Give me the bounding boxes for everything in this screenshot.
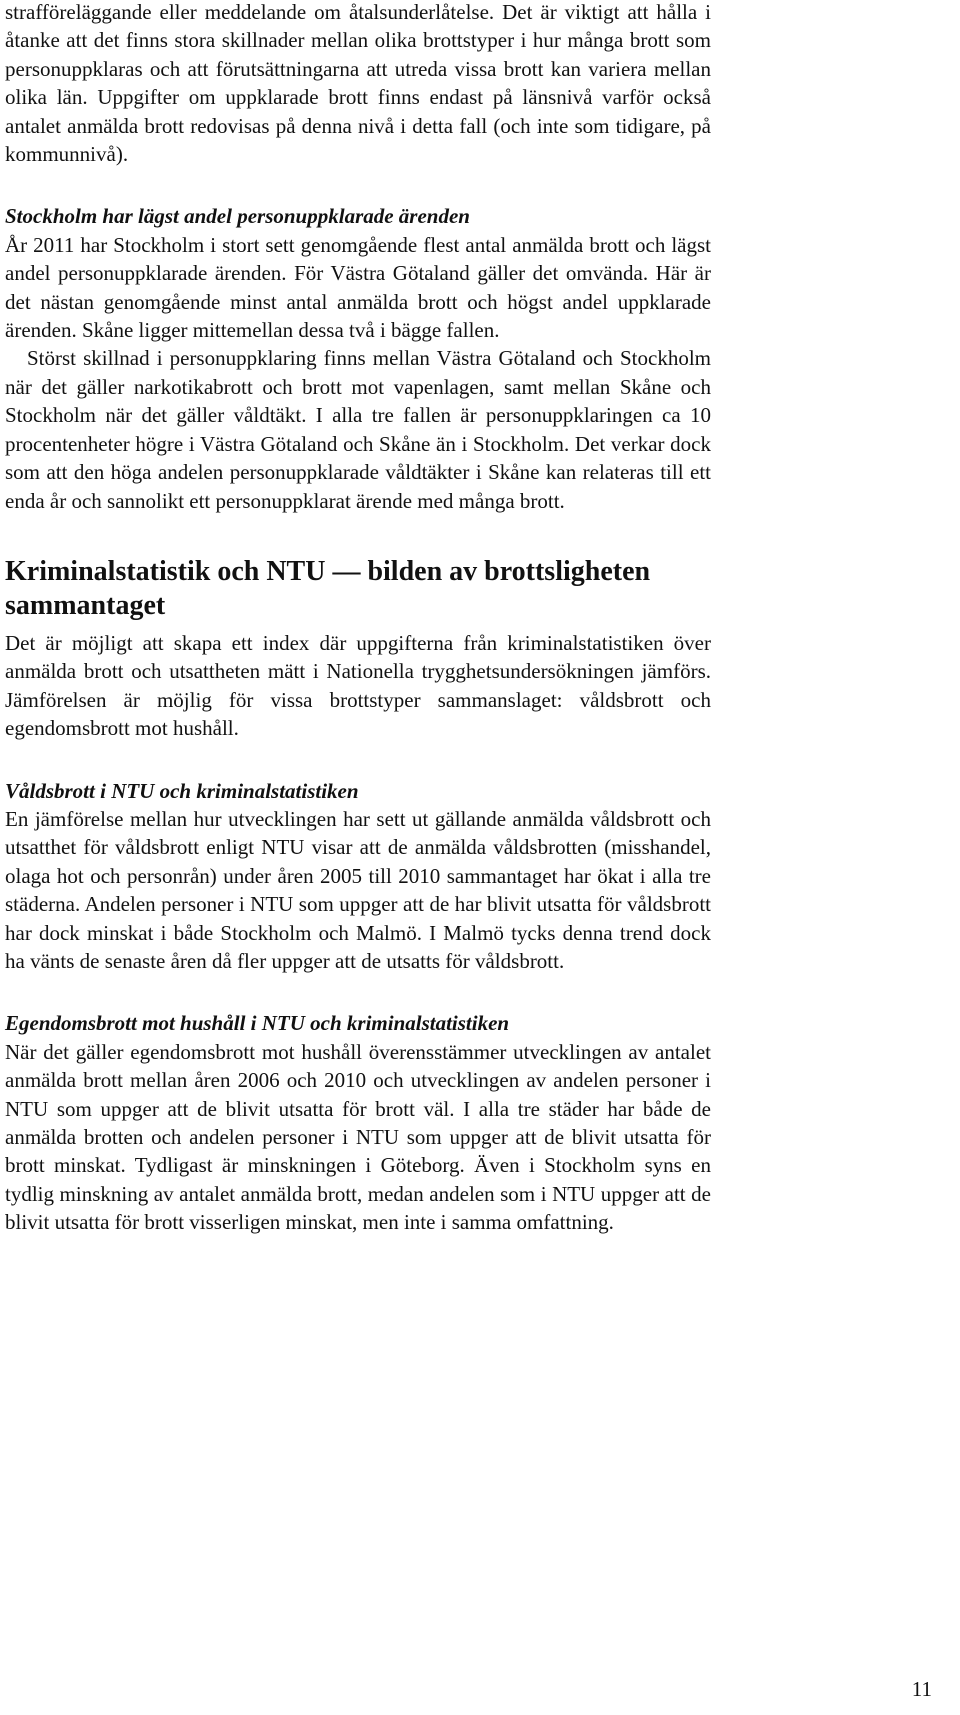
- body-paragraph: En jämförelse mellan hur utvecklingen har sett ut gällande anmälda våldsbrott och utsatthet för våldsbrott enligt NTU visar att de anmälda våldsbrotten (misshandel, olaga hot och personrån) under åren 2005 till 2010 sammantaget har ökat i alla tre städerna. Andelen personer i NTU som uppger att de har blivit utsatta för våldsbrott har dock minskat i både Stockholm och Malmö. I Malmö tycks denna trend dock ha vänts de senaste åren då fler uppger att de utsatts för våldsbrott.: [5, 806, 711, 973]
- spacer: [5, 743, 711, 777]
- document-body: [5, 0, 711, 1237]
- intro-paragraph: strafföreläggande eller meddelande om åtalsunderlåtelse. Det är viktigt att hålla i åtanke att det finns stora skillnader mellan olika brottstyper i hur många brott som personuppklaras och att förutsättningarna att utreda vissa brott kan variera mellan olika län. Uppgifter om uppklarade brott finns endast på länsnivå varför också antalet anmälda brott redovisas på denna nivå i detta fall (och inte som tidigare, på kommunnivå).: [5, 0, 711, 167]
- page-number: 11: [911, 1677, 932, 1701]
- body-paragraph: Störst skillnad i personuppklaring finns mellan Västra Götaland och Stockholm när det gäller narkotikabrott och brott mot vapenlagen, samt mellan Skåne och Stockholm när det gäller våldtäkt. I alla tre fallen är personuppklaringen ca 10 procentenheter högre i Västra Götaland och Skåne än i Stockholm. Det verkar dock som att den höga andelen personuppklarade våldtäkter i Skåne kan relateras till ett enda år och sannolikt ett personuppklarat ärende med många brott.: [5, 346, 711, 513]
- spacer: [5, 168, 711, 202]
- section-subheading: Stockholm har lägst andel personuppklarade ärenden: [5, 204, 470, 229]
- spacer: [5, 515, 711, 555]
- section-valdsbrott: [5, 777, 711, 976]
- section-stockholm-uppklarade: [5, 202, 711, 514]
- body-paragraph: Det är möjligt att skapa ett index där uppgifterna från kriminalstatistiken över anmälda brott och utsattheten mätt i Nationella trygghetsundersökningen jämförs. Jämförelsen är möjlig för vissa brottstyper sammanslaget: våldsbrott och egendomsbrott mot hushåll.: [5, 630, 711, 741]
- section-heading: Kriminalstatistik och NTU — bilden av brottsligheten sammantaget: [5, 555, 651, 621]
- body-paragraph: När det gäller egendomsbrott mot hushåll överensstämmer utvecklingen av antalet anmälda brott mellan åren 2006 och 2010 och utvecklingen av andelen personer i NTU som uppger att de blivit utsatta för brott väl. I alla tre städer har både de anmälda brotten och andelen personer i NTU som uppger att de blivit utsatta för brott minskat. Tydligast är minskningen i Göteborg. Även i Stockholm syns en tydlig minskning av antalet anmälda brott, medan andelen som i NTU uppger att de blivit utsatta för brott visserligen minskat, men inte i samma omfattning.: [5, 1039, 711, 1235]
- section-subheading: Våldsbrott i NTU och kriminalstatistiken: [5, 778, 359, 803]
- section-subheading: Egendomsbrott mot hushåll i NTU och kriminalstatistiken: [5, 1011, 510, 1036]
- section-egendomsbrott: [5, 1009, 711, 1236]
- spacer: [5, 975, 711, 1009]
- body-paragraph: År 2011 har Stockholm i stort sett genomgående flest antal anmälda brott och lägst andel personuppklarade ärenden. För Västra Götaland gäller det omvända. Här är det nästan genomgående minst antal anmälda brott och högst andel uppklarade ärenden. Skåne ligger mittemellan dessa två i bägge fallen.: [5, 232, 711, 343]
- section-kriminalstatistik-ntu: [5, 555, 711, 743]
